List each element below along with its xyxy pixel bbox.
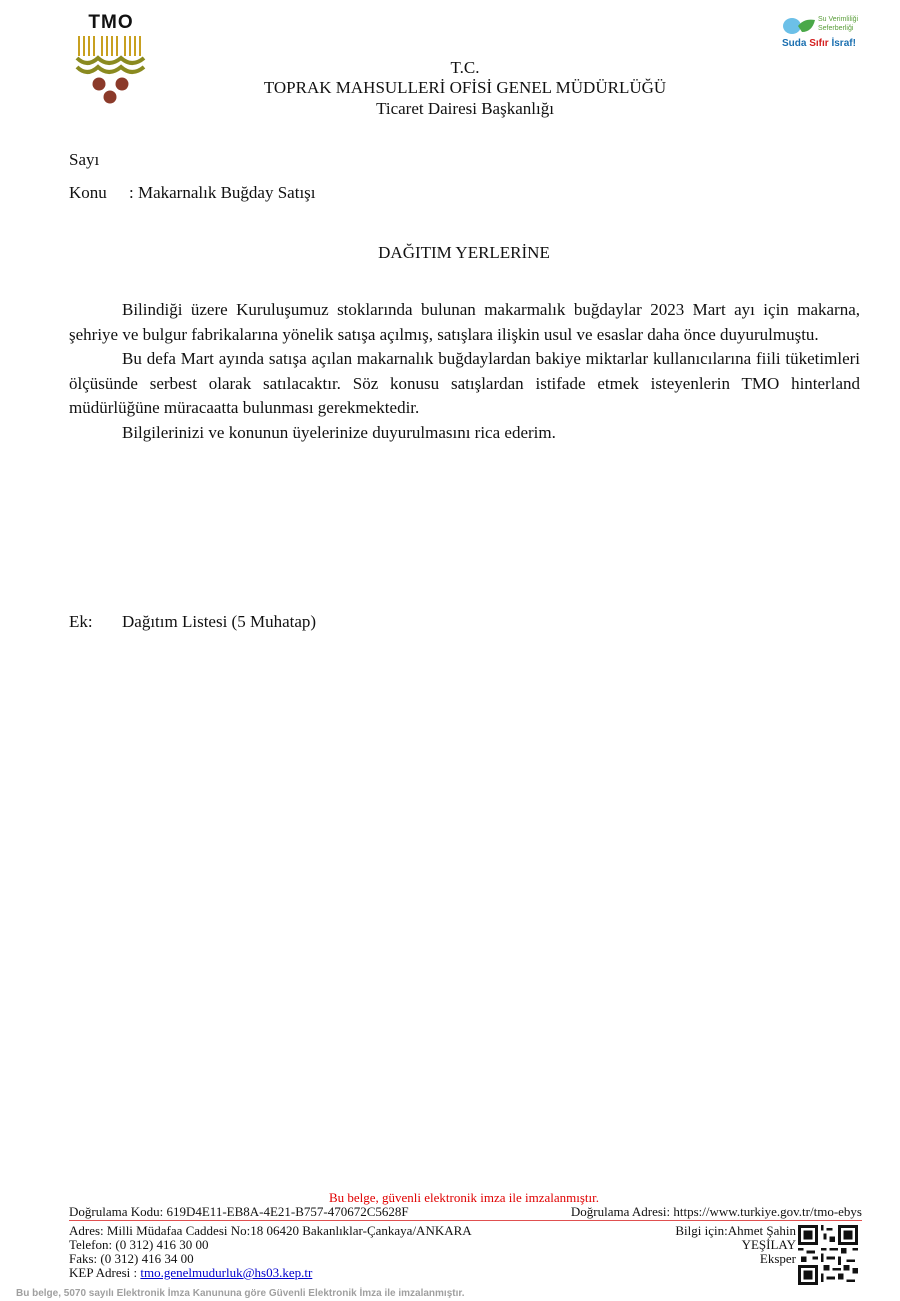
verification-address: Doğrulama Adresi: https://www.turkiye.gov.tr/tmo-ebys — [570, 1204, 862, 1219]
sayi-label: Sayı — [69, 150, 100, 169]
kep-email-link[interactable]: tmo.genelmudurluk@hs03.kep.tr — [140, 1265, 313, 1280]
footer-divider — [69, 1220, 862, 1221]
konu-label: Konu — [69, 183, 107, 202]
water-drop-icon — [782, 16, 816, 36]
water-efficiency-logo — [782, 14, 864, 56]
phone: Telefon: (0 312) 416 30 00 — [69, 1237, 209, 1252]
slogan-part2: Sıfır — [809, 38, 829, 49]
header-department: Ticaret Dairesi Başkanlığı — [376, 99, 554, 118]
address: Adres: Milli Müdafaa Caddesi No:18 06420 Bakanlıklar-Çankaya/ANKARA — [69, 1223, 472, 1238]
su-logo-line1: Su Verimliliği — [818, 16, 859, 23]
contact-name: Bilgi için:Ahmet Şahin — [675, 1223, 796, 1238]
header-tc: T.C. — [450, 58, 480, 77]
addressee: DAĞITIM YERLERİNE — [378, 243, 550, 262]
konu-field — [69, 183, 316, 203]
slogan-part1: Suda — [782, 38, 810, 49]
contact-block — [675, 1224, 796, 1266]
contact-title: Eksper — [759, 1251, 796, 1266]
kep-address — [69, 1266, 472, 1280]
verification-code: Doğrulama Kodu: 619D4E11-EB8A-4E21-B757-470672C5628F — [69, 1204, 409, 1219]
fax: Faks: (0 312) 416 34 00 — [69, 1251, 194, 1266]
tmo-logo-text: TMO — [88, 12, 134, 33]
attachment — [69, 612, 316, 632]
su-logo-line2: Seferberliği — [818, 25, 854, 32]
slogan-part3: İsraf! — [828, 38, 856, 49]
header-organization: TOPRAK MAHSULLERİ OFİSİ GENEL MÜDÜRLÜĞÜ — [263, 78, 667, 97]
address-block — [69, 1224, 472, 1280]
body-paragraph: Bilindiği üzere Kuruluşumuz stoklarında bulunan makarmalık buğdaylar 2023 Mart ayı için makarna, şehriye ve bulgur fabrikalarına yönelik satışa açılmış, satışlara ilişkin usul ve esaslar daha önce duyurulmuştu. — [69, 300, 860, 344]
kep-label: KEP Adresi : — [69, 1265, 141, 1280]
attachment-value: Dağıtım Listesi (5 Muhatap) — [122, 612, 317, 631]
qr-code-icon — [798, 1225, 858, 1285]
signature-note: Bu belge, güvenli elektronik imza ile imzalanmıştır. — [328, 1190, 600, 1205]
letter-body — [69, 298, 860, 445]
body-paragraph: Bu defa Mart ayında satışa açılan makarnalık buğdaylardan bakiye miktarlar kullanıcılarına fiili tüketimleri ölçüsünde serbest olarak satılacaktır. Söz konusu satışlardan istifade etmek isteyenlerin TMO hinterland müdürlüğüne müracaatta bulunması gerekmektedir. — [69, 349, 860, 417]
legal-note: Bu belge, 5070 sayılı Elektronik İmza Kanununa göre Güvenli Elektronik İmza ile imzalanmıştır. — [16, 1288, 465, 1299]
su-logo-slogan — [782, 38, 856, 49]
body-paragraph: Bilgilerinizi ve konunun üyelerinize duyurulmasını rica ederim. — [122, 422, 556, 442]
attachment-label: Ek: — [69, 612, 93, 631]
konu-value: : Makarnalık Buğday Satışı — [129, 183, 316, 202]
contact-surname: YEŞİLAY — [741, 1237, 796, 1252]
